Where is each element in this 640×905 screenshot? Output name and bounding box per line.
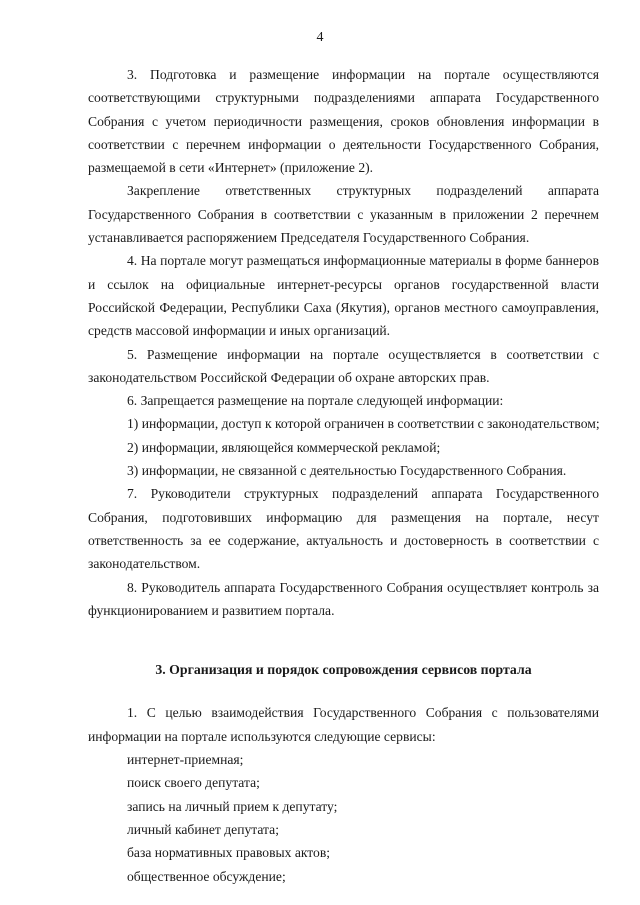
paragraph-6-prohibited: 6. Запрещается размещение на портале следующей информации: — [127, 393, 504, 409]
paragraph-4-banners: 4. На портале могут размещаться информационные материалы в форме баннеров и ссылок на официальные интернет-ресурсы органов государственной власти Российской Федерации, Республики Саха (Якутия), органов местного самоуправления, средств массовой информации и иных организаций. — [88, 253, 599, 339]
section-heading: 3. Организация и порядок сопровождения сервисов портала — [155, 662, 532, 678]
paragraph-8-control: 8. Руководитель аппарата Государственного Собрания осуществляет контроль за функционированием и развитием портала. — [88, 579, 599, 618]
paragraph-assignment: Закрепление ответственных структурных подразделений аппарата Государственного Собрания в соответствии с указанным в приложении 2 перечнем устанавливается распоряжением Председателя Государственного Собрания. — [88, 183, 599, 246]
prohibited-item-3: 3) информации, не связанной с деятельностью Государственного Собрания. — [127, 463, 567, 479]
paragraph-3-publication: 3. Подготовка и размещение информации на портале осуществляются соответствующими структурными подразделениями аппарата Государственного Собрания с учетом периодичности размещения, сроков обновления информации в соответствии с перечнем информации о деятельности Государственного Собрания, размещаемой в сети «Интернет» (приложение 2). — [88, 67, 599, 176]
service-item: общественное обсуждение; — [127, 868, 286, 884]
service-item: поиск своего депутата; — [127, 775, 260, 791]
section-intro: 1. С целью взаимодействия Государственного Собрания с пользователями информации на портале используются следующие сервисы: — [88, 705, 599, 744]
paragraph-7-responsibility: 7. Руководители структурных подразделений аппарата Государственного Собрания, подготовивших информацию для размещения на портале, несут ответственность за ее содержание, актуальность и достоверность в соответствии с законодательством. — [88, 486, 599, 572]
service-item: база нормативных правовых актов; — [127, 845, 331, 861]
service-item: личный кабинет депутата; — [127, 821, 279, 837]
prohibited-item-1: 1) информации, доступ к которой ограничен в соответствии с законодательством; — [127, 416, 600, 432]
service-item: запись на личный прием к депутату; — [127, 798, 338, 814]
paragraph-5-copyright: 5. Размещение информации на портале осуществляется в соответствии с законодательством Российской Федерации об охране авторских прав. — [88, 346, 599, 385]
service-item: интернет-приемная; — [127, 752, 244, 768]
prohibited-item-2: 2) информации, являющейся коммерческой рекламой; — [127, 439, 441, 455]
document-body — [88, 63, 599, 888]
page-number: 4 — [316, 30, 324, 45]
